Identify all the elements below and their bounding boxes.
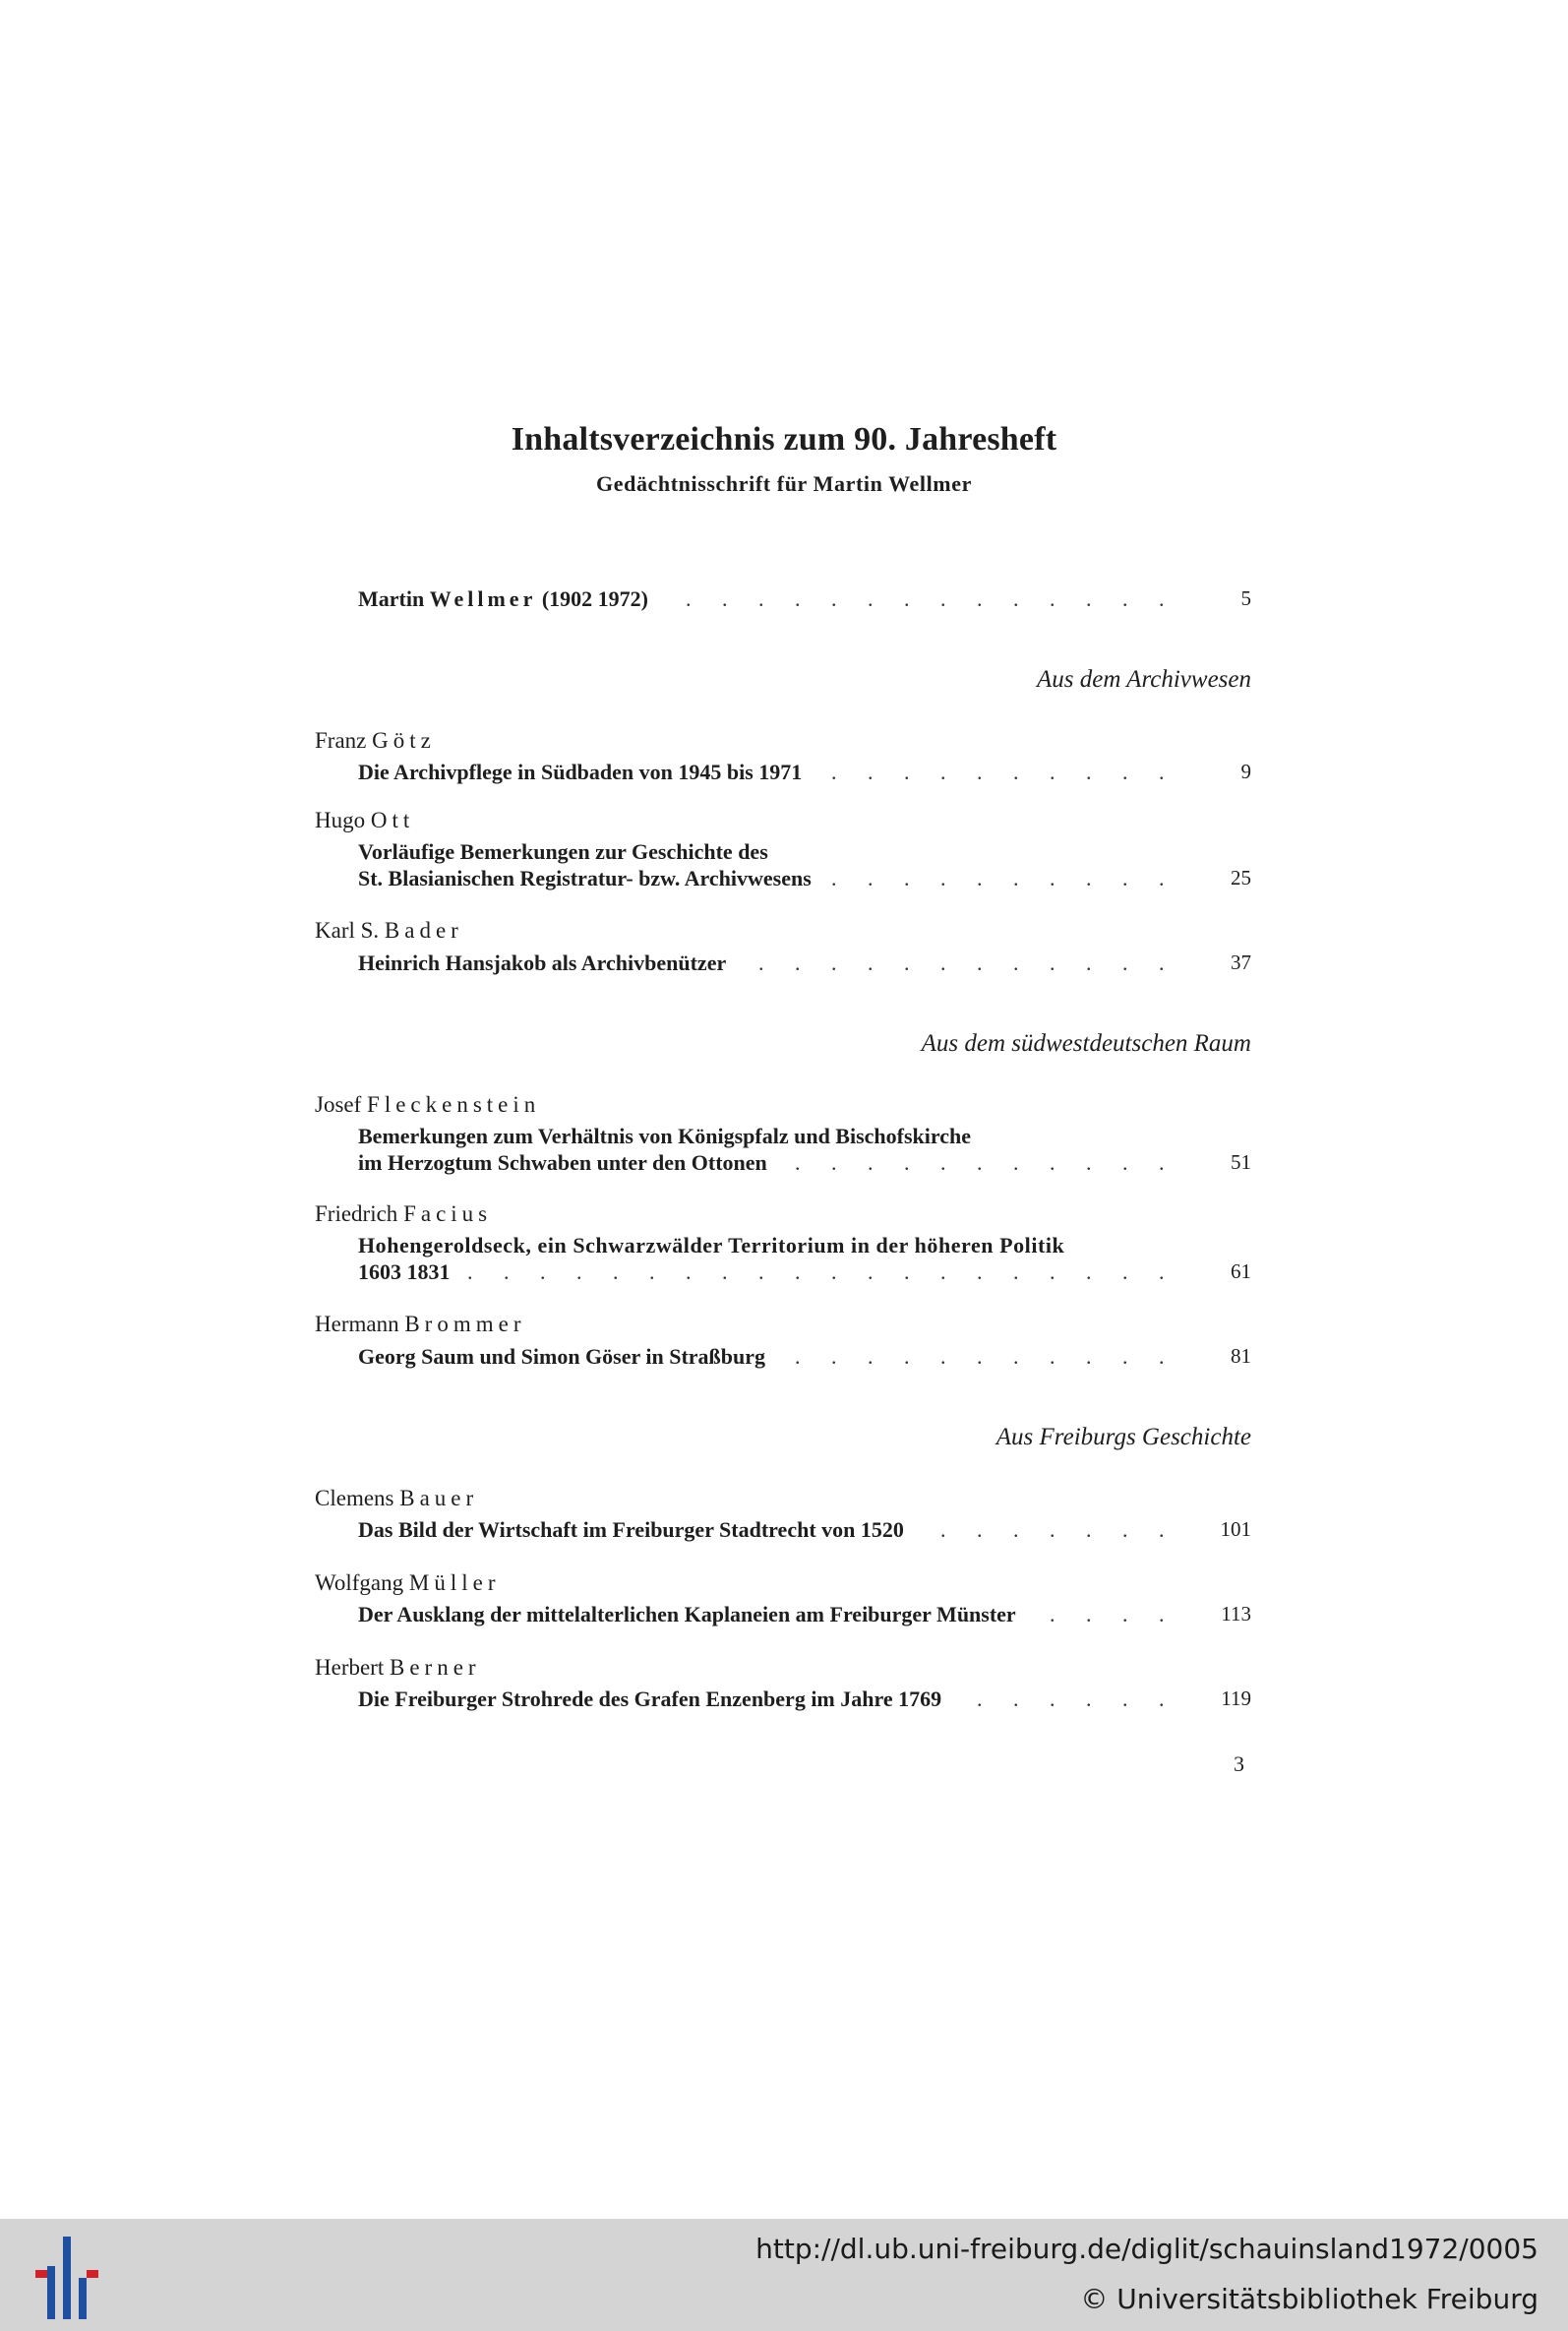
footer-url-link[interactable]: http://dl.ub.uni-freiburg.de/diglit/schauinsland1972/0005 [755, 2233, 1538, 2265]
toc-entry-line: Bemerkungen zum Verhältnis von Königspfalz und Bischofskirche [358, 1124, 1251, 1151]
entry-page: 113 [1221, 1602, 1251, 1626]
entry-page: 81 [1231, 1344, 1251, 1368]
toc-entry: . . . Das Bild der Wirtschaft im Freiburger Stadtrecht von 1520 101 [358, 1517, 1251, 1545]
entry-author: Wolfgang Müller [315, 1570, 501, 1595]
section-heading-freiburgs-geschichte: Aus Freiburgs Geschichte [995, 1424, 1251, 1450]
toc-entry-line: Vorläufige Bemerkungen zur Geschichte des [358, 839, 1251, 867]
toc-entry: . . . Heinrich Hansjakob als Archivbenützer 37 [358, 951, 1251, 978]
entry-author: Herbert Berner [315, 1655, 481, 1680]
leader-dots [358, 1259, 1194, 1285]
entry-author: Franz Götz [315, 728, 436, 753]
section-heading-archivwesen: Aus dem Archivwesen [1036, 666, 1251, 693]
entry-author: Friedrich Facius [315, 1201, 493, 1226]
page-number: 3 [1234, 1751, 1244, 1776]
entry-author: Hermann Brommer [315, 1312, 526, 1336]
entry-author: Josef Fleckenstein [315, 1092, 541, 1117]
footer-copyright: © Universitätsbibliothek Freiburg [1080, 2283, 1538, 2315]
entry-author: Hugo Ott [315, 808, 415, 832]
toc-entry: . . . 1603 1831 61 [358, 1259, 1251, 1287]
entry-title-prefix: Martin [358, 586, 425, 611]
entry-page: 37 [1231, 951, 1251, 974]
toc-entry: . . . Die Freiburger Strohrede des Grafen Enzenberg im Jahre 1769 119 [358, 1687, 1251, 1714]
entry-author: Karl S. Bader [315, 918, 463, 943]
toc-entry: . . . St. Blasianischen Registratur- bzw. Archivwesens 25 [358, 866, 1251, 893]
entry-page: 25 [1231, 866, 1251, 889]
page-title: Inhaltsverzeichnis zum 90. Jahresheft [511, 421, 1057, 458]
entry-page: 119 [1221, 1687, 1251, 1710]
toc-entry-intro [358, 586, 1251, 614]
ub-freiburg-logo-icon [35, 2237, 98, 2319]
entry-title-suffix: (1902 1972) [541, 586, 648, 611]
entry-author: Clemens Bauer [315, 1486, 479, 1510]
toc-entry: . . . im Herzogtum Schwaben unter den Ottonen 51 [358, 1150, 1251, 1178]
footer-bar [0, 2219, 1568, 2331]
entry-page: 9 [1240, 760, 1251, 783]
entry-page: 51 [1231, 1150, 1251, 1174]
entry-page: 61 [1231, 1259, 1251, 1283]
toc-entry: . . . Die Archivpflege in Südbaden von 1945 bis 1971 9 [358, 760, 1251, 787]
section-heading-suedwestdeutscher-raum: Aus dem südwestdeutschen Raum [921, 1030, 1251, 1057]
entry-title-spaced-name: Wellmer [429, 586, 537, 611]
toc-entry-line: Hohengeroldseck, ein Schwarzwälder Territorium in der höheren Politik [358, 1233, 1251, 1260]
page-subtitle: Gedächtnisschrift für Martin Wellmer [596, 471, 972, 496]
toc-entry: . . . Der Ausklang der mittelalterlichen Kaplaneien am Freiburger Münster 113 [358, 1602, 1251, 1629]
toc-entry: . . . Georg Saum und Simon Göser in Straßburg 81 [358, 1344, 1251, 1372]
entry-page: 101 [1220, 1517, 1251, 1541]
entry-page: 5 [1240, 586, 1251, 610]
